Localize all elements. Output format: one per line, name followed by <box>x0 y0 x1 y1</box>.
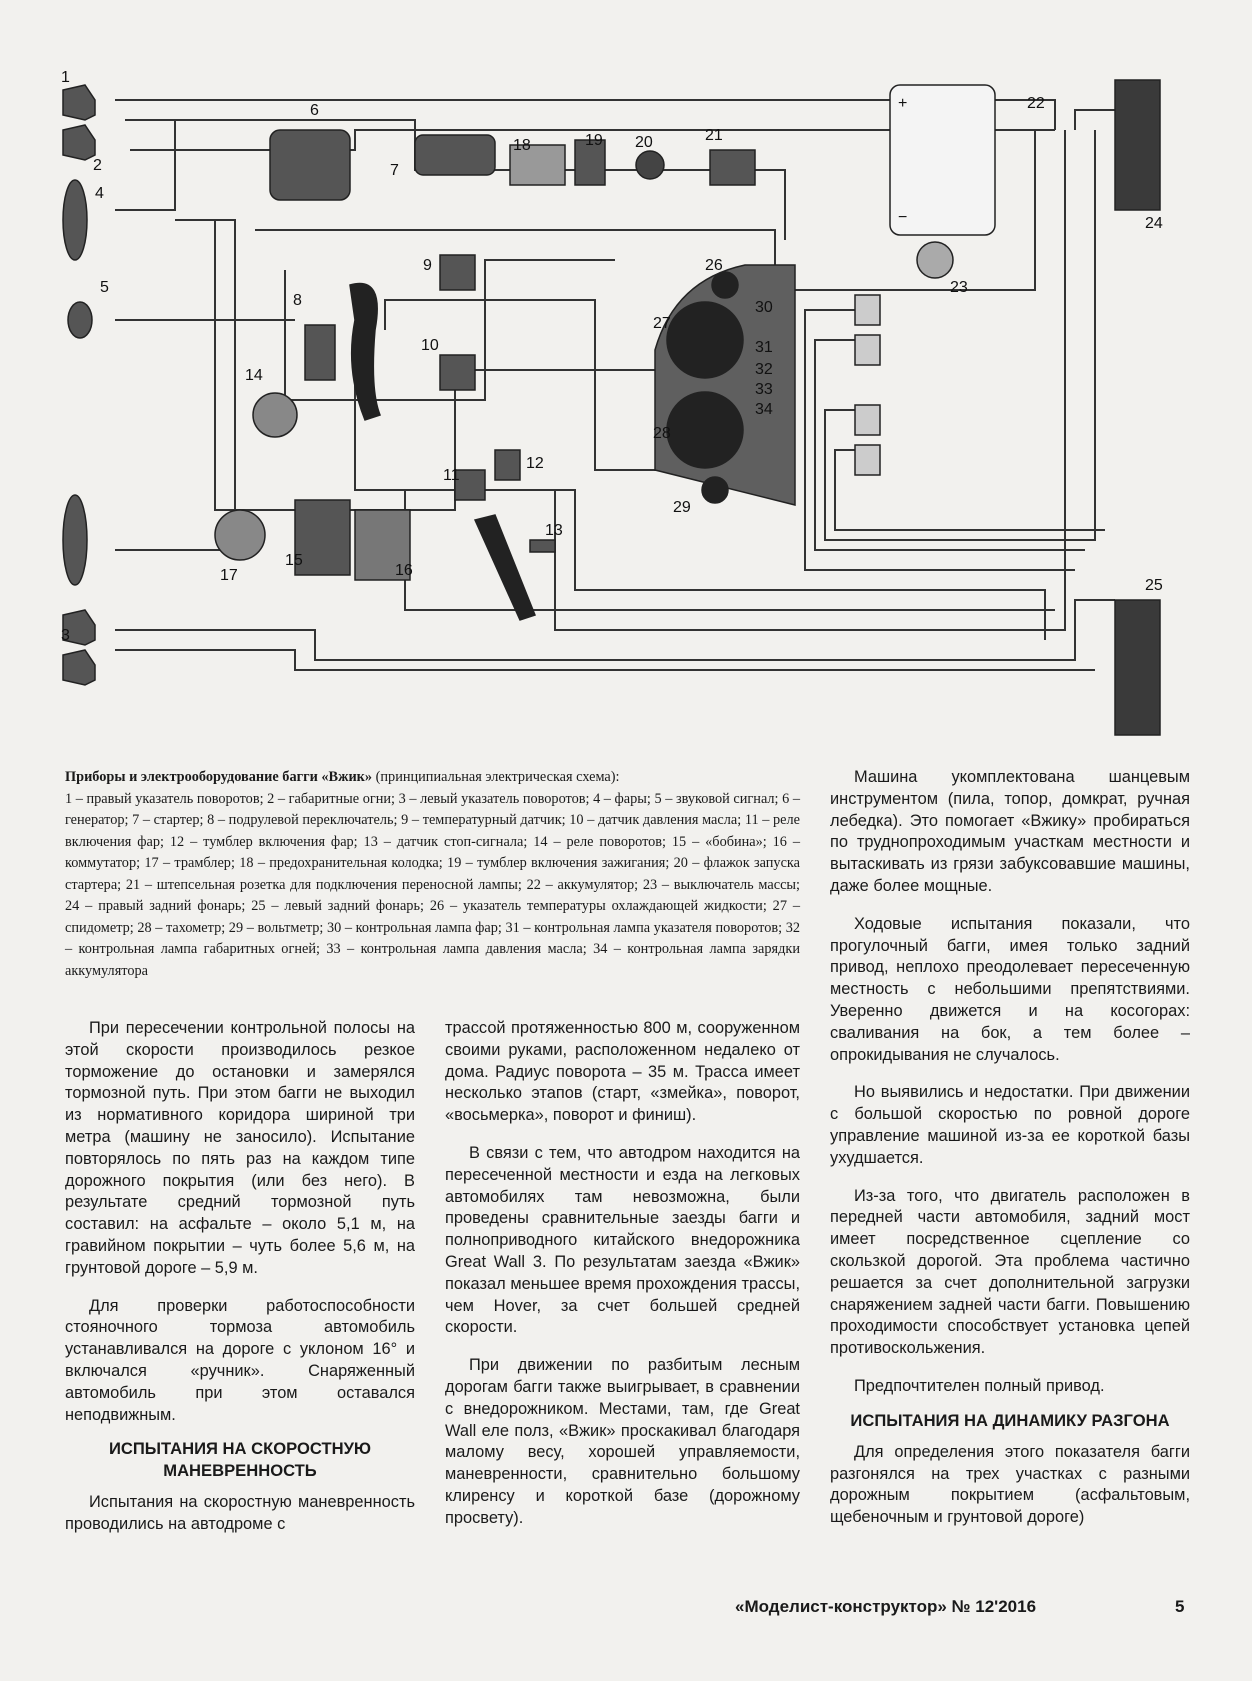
steering-switch-icon <box>305 325 335 380</box>
instrument-panel-icon <box>655 265 795 505</box>
label-20: 20 <box>635 134 653 151</box>
starter-icon <box>415 135 495 175</box>
paragraph: трассой протяженностью 800 м, сооруженном своими руками, расположенном недалеко от дома. Радиус поворота – 35 м. Трасса имеет несколько этапов (старт, «змейка», поворот, «восьмерка», поворот и финиш). <box>445 1019 800 1125</box>
figure-caption <box>65 767 800 982</box>
label-22: 22 <box>1027 95 1045 112</box>
connector-icon <box>855 295 880 325</box>
label-15: 15 <box>285 552 303 569</box>
label-5: 5 <box>100 279 109 296</box>
caption-subtitle: (принципиальная электрическая схема): <box>375 769 620 785</box>
paragraph: При пересечении контрольной полосы на этой скорости производилось резкое торможение до остановки и замерялся тормозной путь. При этом багги не выходил из нормативного коридора шириной три метра (машину не заносило). Испытание повторялось по пять раз на каждом типе дорожного покрытия (или без него). В результате средний тормозной путь составил: на асфальте – около 5,1 м, на гравийном покрытии – чуть более 5,6 м, на грунтовой дороге – 5,9 м. <box>65 1019 415 1277</box>
label-29: 29 <box>673 499 691 516</box>
paragraph: Предпочтителен полный привод. <box>854 1376 1105 1395</box>
label-33: 33 <box>755 381 773 398</box>
wiring-diagram <box>55 70 1195 770</box>
headlight-icon <box>63 495 87 585</box>
speedometer-icon <box>667 302 743 378</box>
battery-minus-label: − <box>898 209 908 226</box>
label-16: 16 <box>395 562 413 579</box>
label-18: 18 <box>513 137 531 154</box>
headlight-icon <box>63 180 87 260</box>
paragraph: При движении по разбитым лесным дорогам багги также выигрывает, в сравнении с внедорожником. Местами, там, где Great Wall еле полз, «Вжик» проскакивал благодаря малому весу, хорошей управляемости, маневренности, сравнительно большому клиренсу и короткой базе (дорожному просвету). <box>445 1356 800 1527</box>
label-12: 12 <box>526 455 544 472</box>
section-heading: ИСПЫТАНИЯ НА СКОРОСТНУЮ МАНЕВРЕННОСТЬ <box>108 1439 372 1481</box>
label-21: 21 <box>705 127 723 144</box>
label-1: 1 <box>61 70 70 86</box>
voltmeter-icon <box>702 477 728 503</box>
column-3 <box>830 767 1190 1529</box>
label-25: 25 <box>1145 577 1163 594</box>
label-8: 8 <box>293 292 302 309</box>
lamp-socket-icon <box>710 150 755 185</box>
paragraph: Но выявились и недостатки. При движении с большой скоростью по ровной дороге управление машиной из-за ее короткой базы ухудшается. <box>830 1083 1190 1167</box>
turn-relay-icon <box>253 393 297 437</box>
label-13: 13 <box>545 522 563 539</box>
paragraph: Испытания на скоростную маневренность проводились на автодроме с <box>65 1493 415 1534</box>
caption-items: 1 – правый указатель поворотов; 2 – габаритные огни; 3 – левый указатель поворотов; 4 – фары; 5 – звуковой сигнал; 6 – генератор; 7 – стартер; 8 – подрулевой переключатель; 9 – температурный датчик; 10 – датчик давления масла; 11 – реле включения фар; 12 – тумблер включения фар; 13 – датчик стоп-сигнала; 14 – реле поворотов; 15 – «бобина»; 16 – коммутатор; 17 – трамблер; 18 – предохранительная колодка; 19 – тумблер включения зажигания; 20 – флажок запуска стартера; 21 – штепсельная розетка для подключения переносной лампы; 22 – аккумулятор; 23 – выключатель массы; 24 – правый задний фонарь; 25 – левый задний фонарь; 26 – указатель температуры охлаждающей жидкости; 27 – спидометр; 28 – тахометр; 29 – вольтметр; 30 – контрольная лампа фар; 31 – контрольная лампа указателя поворотов; 32 – контрольная лампа габаритных огней; 33 – контрольная лампа давления масла; 34 – контрольная лампа зарядки аккумулятора <box>65 790 800 979</box>
label-30: 30 <box>755 299 773 316</box>
tachometer-icon <box>667 392 743 468</box>
turn-indicator-right-icon <box>63 85 95 120</box>
distributor-icon <box>215 510 265 560</box>
generator-icon <box>270 130 350 200</box>
paragraph: Для проверки работоспособности стояночного тормоза автомобиль устанавливался на дороге с уклоном 16° и включался «ручник». Снаряженный автомобиль при этом оставался неподвижным. <box>65 1296 415 1424</box>
label-11: 11 <box>443 467 460 484</box>
label-32: 32 <box>755 361 773 378</box>
headlight-switch-icon <box>495 450 520 480</box>
section-heading: ИСПЫТАНИЯ НА ДИНАМИКУ РАЗГОНА <box>850 1410 1170 1430</box>
label-2: 2 <box>93 157 102 174</box>
temperature-sensor-icon <box>440 255 475 290</box>
paragraph: В связи с тем, что автодром находится на пересеченной местности и езда на легковых автомобилях там невозможна, были проведены сравнительные заезды багги и полноприводного китайского внедорожника Great Wall 3. По результатам заезда «Вжик» показал меньшее время прохождения трассы, чем Hover, за счет большей средней скорости. <box>445 1143 800 1337</box>
oil-pressure-sensor-icon <box>440 355 475 390</box>
label-9: 9 <box>423 257 432 274</box>
label-24: 24 <box>1145 215 1163 232</box>
label-7: 7 <box>390 162 399 179</box>
label-23: 23 <box>950 279 968 296</box>
caption-title: Приборы и электрооборудование багги «Вжик» <box>65 769 373 785</box>
parking-light-icon <box>63 125 95 160</box>
temperature-gauge-icon <box>712 272 738 298</box>
connector-icon <box>855 335 880 365</box>
ignition-coil-icon <box>295 500 350 575</box>
label-6: 6 <box>310 102 319 119</box>
paragraph: Из-за того, что двигатель расположен в передней части автомобиля, задний мост имеет посредственное сцепление со скользкой дорогой. Эта проблема частично решается за счет дополнительной загрузки снаряжением задней части багги. Повышению проходимости способствует установка цепей противоскольжения. <box>830 1186 1190 1358</box>
label-34: 34 <box>755 401 773 418</box>
paragraph: Для определения этого показателя багги разгонялся на трех участках с разными дорожным покрытием (асфальтовым, щебеночным и грунтовой дороге) <box>830 1442 1190 1527</box>
starter-flag-icon <box>636 151 664 179</box>
paragraph: Ходовые испытания показали, что прогулочный багги, имея только задний привод, неплохо преодолевает пересеченную местность с небольшими препятствиями. Уверенно движется и на косогорах: сваливания на бок, а тем более – опрокидывания не случалось. <box>830 914 1190 1064</box>
connector-icon <box>855 445 880 475</box>
label-3: 3 <box>61 627 70 644</box>
label-27: 27 <box>653 315 671 332</box>
paragraph: Машина укомплектована шанцевым инструментом (пила, топор, домкрат, ручная лебедка). Это помогает «Вжику» пробираться по труднопроходимым участкам местности и вытаскивать из грязи забуксовавшие машины, даже более мощные. <box>830 768 1190 895</box>
label-19: 19 <box>585 132 603 149</box>
label-17: 17 <box>220 567 238 584</box>
connector-icon <box>855 405 880 435</box>
brake-pedal-icon <box>475 515 535 620</box>
battery-plus-label: + <box>898 95 908 112</box>
column-2 <box>445 1018 800 1530</box>
column-1 <box>65 1018 415 1536</box>
stop-signal-sensor-icon <box>530 540 555 552</box>
mass-switch-icon <box>917 242 953 278</box>
label-31: 31 <box>755 339 773 356</box>
rear-light-left-icon <box>1115 600 1160 735</box>
label-14: 14 <box>245 367 263 384</box>
turn-indicator-left-icon <box>63 650 95 685</box>
page-number: 5 <box>1175 1597 1185 1616</box>
rear-light-right-icon <box>1115 80 1160 210</box>
horn-icon <box>68 302 92 338</box>
label-4: 4 <box>95 185 104 202</box>
label-10: 10 <box>421 337 439 354</box>
label-26: 26 <box>705 257 723 274</box>
label-28: 28 <box>653 425 671 442</box>
journal-footer: «Моделист-конструктор» № 12'2016 <box>735 1597 1037 1616</box>
